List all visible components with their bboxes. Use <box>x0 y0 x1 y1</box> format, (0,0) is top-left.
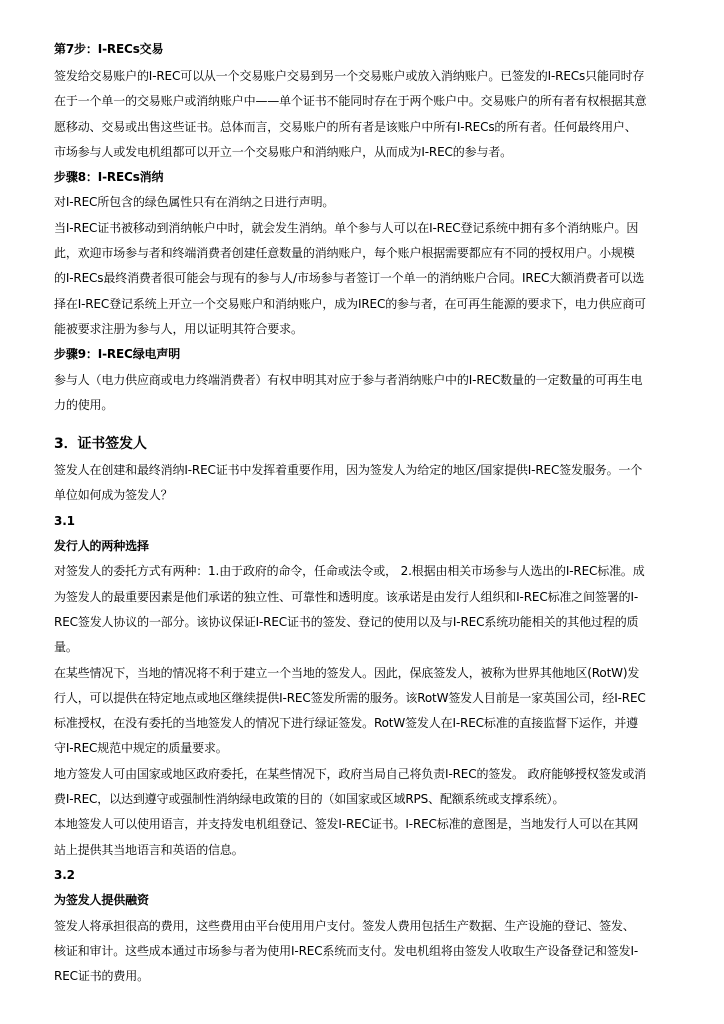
section3-heading: 3．证书签发人 <box>54 436 147 453</box>
step8-heading: 步骤8：I-RECs消纳 <box>54 170 164 185</box>
step8-line: 择在I-REC登记系统上开立一个交易账户和消纳账户，成为IREC的参与者，在可再生能源的要求下，电力供应商可 <box>54 296 646 311</box>
step7-line: 签发给交易账户的I-REC可以从一个交易账户交易到另一个交易账户或放入消纳账户。已签发的I-RECs只能同时存 <box>54 69 645 83</box>
step8-line: 此，欢迎市场参与者和终端消费者创建任意数量的消纳账户，每个账户根据需要都应有不同的授权用户。小规模 <box>54 246 635 261</box>
step9-line: 力的使用。 <box>54 397 114 412</box>
step7-line: 市场参与人或发电机组都可以开立一个交易账户和消纳账户，从而成为I-REC的参与者。 <box>54 144 513 159</box>
step8-line: 对I-REC所包含的绿色属性只有在消纳之日进行声明。 <box>54 195 335 210</box>
subsection-3-1-number: 3.1 <box>54 513 75 528</box>
para-line: REC证书的费用。 <box>54 969 149 984</box>
step7-line: 在于一个单一的交易账户或消纳账户中——单个证书不能同时存在于两个账户中。交易账户的所有者有权根据其意 <box>54 94 647 109</box>
para-line: 在某些情况下，当地的情况将不利于建立一个当地的签发人。因此，保底签发人，被称为世界其他地区(RotW)发 <box>54 665 640 680</box>
section3-intro-line: 单位如何成为签发人？ <box>54 488 173 503</box>
para-line: REC签发人协议的一部分。该协议保证I-REC证书的签发、登记的使用以及与I-REC系统功能相关的其他过程的质 <box>54 614 639 629</box>
subsection-3-1-title: 发行人的两种选择 <box>54 539 149 554</box>
para-line: 站上提供其当地语言和英语的信息。 <box>54 842 244 857</box>
para-line: 行人，可以提供在特定地点或地区继续提供I-REC签发所需的服务。该RotW签发人目前是一家英国公司，经I-REC <box>54 690 646 705</box>
step9-line: 参与人（电力供应商或电力终端消费者）有权申明其对应于参与者消纳账户中的I-REC数量的一定数量的可再生电 <box>54 372 643 387</box>
subsection-3-2-number: 3.2 <box>54 867 75 882</box>
para-line: 为签发人的最重要因素是他们承诺的独立性、可靠性和透明度。该承诺是由发行人组织和I-REC标准之间签署的I- <box>54 589 639 604</box>
step8-line: 当I-REC证书被移动到消纳帐户中时，就会发生消纳。单个参与人可以在I-REC登记系统中拥有多个消纳账户。因 <box>54 220 639 235</box>
step8-line: 的I-RECs最终消费者很可能会与现有的参与人/市场参与者签订一个单一的消纳账户合同。IREC大额消费者可以选 <box>54 271 645 286</box>
step9-heading: 步骤9：I-REC绿电声明 <box>54 347 181 362</box>
para-line: 对签发人的委托方式有两种：1.由于政府的命令，任命或法令或， 2.根据由相关市场参与人选出的I-REC标准。成 <box>54 564 645 579</box>
para-line: 量。 <box>54 640 78 655</box>
para-line: 标准授权，在没有委托的当地签发人的情况下进行绿证签发。RotW签发人在I-REC标准的直接监督下运作，并遵 <box>54 716 638 731</box>
step7-line: 愿移动、交易或出售这些证书。总体而言，交易账户的所有者是该账户中所有I-RECs的所有者。任何最终用户、 <box>54 119 637 134</box>
subsection-3-2-title: 为签发人提供融资 <box>54 893 149 908</box>
para-line: 签发人将承担很高的费用，这些费用由平台使用用户支付。签发人费用包括生产数据、生产设施的登记、签发、 <box>54 918 635 933</box>
document-page <box>54 38 674 989</box>
step7-heading: 第7步：I-RECs交易 <box>54 42 164 56</box>
para-line: 本地签发人可以使用语言，并支持发电机组登记、签发I-REC证书。I-REC标准的意图是，当地发行人可以在其网 <box>54 817 639 832</box>
section3-intro-line: 签发人在创建和最终消纳I-REC证书中发挥着重要作用，因为签发人为给定的地区/国家提供I-REC签发服务。一个 <box>54 463 643 478</box>
step8-line: 能被要求注册为参与人，用以证明其符合要求。 <box>54 321 303 336</box>
para-line: 地方签发人可由国家或地区政府委托，在某些情况下，政府当局自己将负责I-REC的签发。 政府能够授权签发或消 <box>54 766 647 781</box>
para-line: 守I-REC规范中规定的质量要求。 <box>54 741 228 756</box>
para-line: 核证和审计。这些成本通过市场参与者为使用I-REC系统而支付。发电机组将由签发人收取生产设备登记和签发I- <box>54 943 639 958</box>
para-line: 费I-REC，以达到遵守或强制性消纳绿电政策的目的（如国家或区域RPS、配额系统或支撑系统）。 <box>54 792 565 807</box>
